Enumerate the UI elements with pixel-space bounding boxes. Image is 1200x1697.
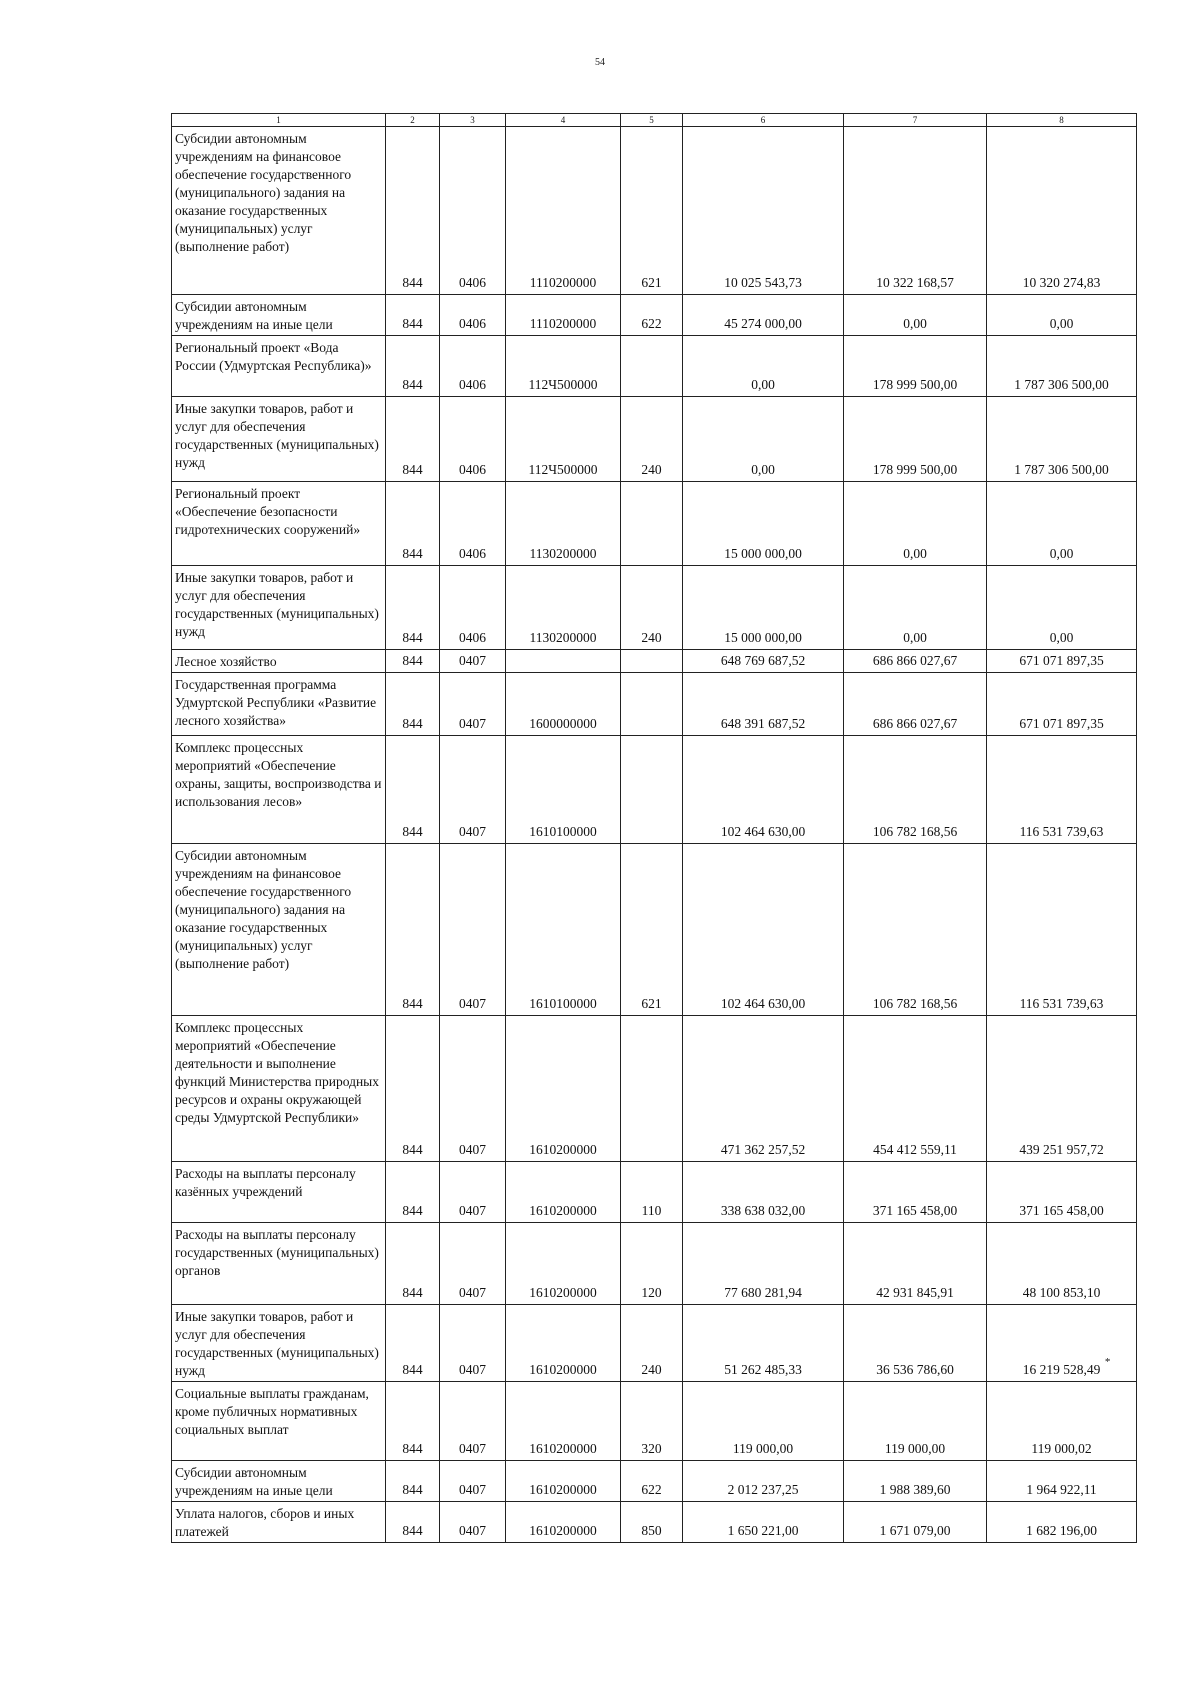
- column-header: 5: [621, 114, 683, 127]
- amount-year-2: 119 000,00: [844, 1382, 987, 1461]
- amount-year-2: 454 412 559,11: [844, 1016, 987, 1162]
- rc-code: 844: [386, 336, 440, 397]
- expense-name: Расходы на выплаты персоналу казённых учреждений: [172, 1162, 386, 1223]
- amount-year-2: 42 931 845,91: [844, 1223, 987, 1305]
- target-article-code: 1600000000: [506, 673, 621, 736]
- amount-year-3: 119 000,02: [987, 1382, 1137, 1461]
- amount-year-2: 0,00: [844, 482, 987, 566]
- column-number-row: [172, 114, 1137, 127]
- section-code: 0407: [440, 1016, 506, 1162]
- expense-type-code: 621: [621, 844, 683, 1016]
- rc-code: 844: [386, 127, 440, 295]
- rc-code: 844: [386, 482, 440, 566]
- amount-year-1: 119 000,00: [683, 1382, 844, 1461]
- rc-code: 844: [386, 1016, 440, 1162]
- expense-name: Лесное хозяйство: [172, 650, 386, 673]
- amount-year-1: 51 262 485,33: [683, 1305, 844, 1382]
- amount-year-1: 1 650 221,00: [683, 1502, 844, 1543]
- amount-year-2: 1 988 389,60: [844, 1461, 987, 1502]
- section-code: 0407: [440, 1382, 506, 1461]
- margin-mark: *: [1104, 1356, 1111, 1368]
- table-row: [172, 1461, 1137, 1502]
- rc-code: 844: [386, 1305, 440, 1382]
- amount-year-2: 106 782 168,56: [844, 736, 987, 844]
- expense-name: Расходы на выплаты персоналу государственных (муниципальных) органов: [172, 1223, 386, 1305]
- column-header: 3: [440, 114, 506, 127]
- amount-year-1: 77 680 281,94: [683, 1223, 844, 1305]
- table-row: [172, 336, 1137, 397]
- amount-year-2: 0,00: [844, 566, 987, 650]
- expense-type-code: 621: [621, 127, 683, 295]
- expense-type-code: [621, 673, 683, 736]
- table-row: [172, 1162, 1137, 1223]
- column-header: 4: [506, 114, 621, 127]
- expense-name: Социальные выплаты гражданам, кроме публичных нормативных социальных выплат: [172, 1382, 386, 1461]
- target-article-code: 1610100000: [506, 736, 621, 844]
- section-code: 0407: [440, 736, 506, 844]
- rc-code: 844: [386, 736, 440, 844]
- amount-year-3: 10 320 274,83: [987, 127, 1137, 295]
- amount-year-1: 2 012 237,25: [683, 1461, 844, 1502]
- amount-year-2: 106 782 168,56: [844, 844, 987, 1016]
- expense-type-code: 850: [621, 1502, 683, 1543]
- amount-year-2: 371 165 458,00: [844, 1162, 987, 1223]
- amount-year-3: 0,00: [987, 482, 1137, 566]
- section-code: 0407: [440, 650, 506, 673]
- rc-code: 844: [386, 1223, 440, 1305]
- table-row: [172, 650, 1137, 673]
- expense-name: Субсидии автономным учреждениям на финансовое обеспечение государственного (муниципального) задания на оказание государственных (муниципальных) услуг (выполнение работ): [172, 127, 386, 295]
- target-article-code: 1610200000: [506, 1305, 621, 1382]
- amount-year-1: 0,00: [683, 397, 844, 482]
- expense-name: Региональный проект «Вода России (Удмуртская Республика)»: [172, 336, 386, 397]
- table-row: [172, 295, 1137, 336]
- expense-name: Субсидии автономным учреждениям на финансовое обеспечение государственного (муниципального) задания на оказание государственных (муниципальных) услуг (выполнение работ): [172, 844, 386, 1016]
- section-code: 0407: [440, 1305, 506, 1382]
- section-code: 0406: [440, 336, 506, 397]
- amount-year-3: 1 964 922,11: [987, 1461, 1137, 1502]
- expense-name: Комплекс процессных мероприятий «Обеспечение охраны, защиты, воспроизводства и использования лесов»: [172, 736, 386, 844]
- table-row: [172, 844, 1137, 1016]
- expense-name: Комплекс процессных мероприятий «Обеспечение деятельности и выполнение функций Министерства природных ресурсов и охраны окружающей среды Удмуртской Республики»: [172, 1016, 386, 1162]
- column-header: 1: [172, 114, 386, 127]
- amount-year-1: 0,00: [683, 336, 844, 397]
- amount-year-3: 1 787 306 500,00: [987, 336, 1137, 397]
- expense-type-code: [621, 650, 683, 673]
- rc-code: 844: [386, 1162, 440, 1223]
- expense-type-code: 110: [621, 1162, 683, 1223]
- column-header: 6: [683, 114, 844, 127]
- expense-name: Субсидии автономным учреждениям на иные цели: [172, 295, 386, 336]
- target-article-code: 112Ч500000: [506, 336, 621, 397]
- target-article-code: 1610200000: [506, 1162, 621, 1223]
- rc-code: 844: [386, 1382, 440, 1461]
- target-article-code: 1610100000: [506, 844, 621, 1016]
- table-row: [172, 736, 1137, 844]
- amount-year-3: 116 531 739,63: [987, 736, 1137, 844]
- section-code: 0407: [440, 1461, 506, 1502]
- section-code: 0406: [440, 482, 506, 566]
- amount-year-1: 338 638 032,00: [683, 1162, 844, 1223]
- amount-year-1: 45 274 000,00: [683, 295, 844, 336]
- rc-code: 844: [386, 566, 440, 650]
- expense-type-code: 622: [621, 1461, 683, 1502]
- amount-year-2: 0,00: [844, 295, 987, 336]
- expense-name: Государственная программа Удмуртской Республики «Развитие лесного хозяйства»: [172, 673, 386, 736]
- amount-year-1: 15 000 000,00: [683, 482, 844, 566]
- expense-type-code: 622: [621, 295, 683, 336]
- expense-type-code: 240: [621, 1305, 683, 1382]
- table-row: [172, 566, 1137, 650]
- amount-year-1: 648 769 687,52: [683, 650, 844, 673]
- amount-value: 16 219 528,49: [1022, 1362, 1101, 1377]
- expense-type-code: [621, 1016, 683, 1162]
- column-header: 2: [386, 114, 440, 127]
- table-row: [172, 482, 1137, 566]
- section-code: 0407: [440, 1223, 506, 1305]
- target-article-code: 1610200000: [506, 1382, 621, 1461]
- expense-name: Уплата налогов, сборов и иных платежей: [172, 1502, 386, 1543]
- amount-year-1: 10 025 543,73: [683, 127, 844, 295]
- table-row: [172, 1305, 1137, 1382]
- amount-year-2: 686 866 027,67: [844, 650, 987, 673]
- table-row: [172, 127, 1137, 295]
- rc-code: 844: [386, 295, 440, 336]
- amount-year-3: 371 165 458,00: [987, 1162, 1137, 1223]
- expense-name: Региональный проект «Обеспечение безопасности гидротехнических сооружений»: [172, 482, 386, 566]
- amount-year-1: 102 464 630,00: [683, 736, 844, 844]
- section-code: 0406: [440, 566, 506, 650]
- column-header: 8: [987, 114, 1137, 127]
- amount-year-2: 10 322 168,57: [844, 127, 987, 295]
- expense-name: Иные закупки товаров, работ и услуг для обеспечения государственных (муниципальных) нужд: [172, 1305, 386, 1382]
- section-code: 0407: [440, 844, 506, 1016]
- table-row: [172, 1502, 1137, 1543]
- section-code: 0406: [440, 295, 506, 336]
- expense-name: Иные закупки товаров, работ и услуг для обеспечения государственных (муниципальных) нужд: [172, 566, 386, 650]
- target-article-code: 1130200000: [506, 566, 621, 650]
- target-article-code: 1610200000: [506, 1223, 621, 1305]
- expense-type-code: 240: [621, 397, 683, 482]
- target-article-code: [506, 650, 621, 673]
- section-code: 0407: [440, 1162, 506, 1223]
- section-code: 0407: [440, 673, 506, 736]
- rc-code: 844: [386, 1502, 440, 1543]
- expense-type-code: [621, 736, 683, 844]
- amount-year-1: 102 464 630,00: [683, 844, 844, 1016]
- amount-year-3: 0,00: [987, 295, 1137, 336]
- amount-year-2: 36 536 786,60: [844, 1305, 987, 1382]
- section-code: 0406: [440, 397, 506, 482]
- amount-year-3: 116 531 739,63: [987, 844, 1137, 1016]
- amount-year-3: 0,00: [987, 566, 1137, 650]
- amount-year-3: 48 100 853,10: [987, 1223, 1137, 1305]
- target-article-code: 1610200000: [506, 1502, 621, 1543]
- expense-type-code: 120: [621, 1223, 683, 1305]
- expense-type-code: 320: [621, 1382, 683, 1461]
- amount-year-1: 15 000 000,00: [683, 566, 844, 650]
- amount-year-3: 439 251 957,72: [987, 1016, 1137, 1162]
- target-article-code: 1110200000: [506, 127, 621, 295]
- rc-code: 844: [386, 844, 440, 1016]
- section-code: 0407: [440, 1502, 506, 1543]
- expense-type-code: [621, 482, 683, 566]
- rc-code: 844: [386, 673, 440, 736]
- expense-name: Субсидии автономным учреждениям на иные цели: [172, 1461, 386, 1502]
- target-article-code: 1130200000: [506, 482, 621, 566]
- expense-name: Иные закупки товаров, работ и услуг для обеспечения государственных (муниципальных) нужд: [172, 397, 386, 482]
- amount-year-3: 671 071 897,35: [987, 673, 1137, 736]
- amount-year-2: 178 999 500,00: [844, 336, 987, 397]
- rc-code: 844: [386, 650, 440, 673]
- rc-code: 844: [386, 397, 440, 482]
- table-row: [172, 397, 1137, 482]
- amount-year-3: [987, 1305, 1137, 1382]
- target-article-code: 1610200000: [506, 1461, 621, 1502]
- table-row: [172, 1016, 1137, 1162]
- amount-year-3: 671 071 897,35: [987, 650, 1137, 673]
- column-header: 7: [844, 114, 987, 127]
- rc-code: 844: [386, 1461, 440, 1502]
- amount-year-3: 1 787 306 500,00: [987, 397, 1137, 482]
- table-row: [172, 1382, 1137, 1461]
- amount-year-3: 1 682 196,00: [987, 1502, 1137, 1543]
- budget-table: [171, 113, 1137, 1543]
- amount-year-1: 648 391 687,52: [683, 673, 844, 736]
- expense-type-code: 240: [621, 566, 683, 650]
- target-article-code: 1110200000: [506, 295, 621, 336]
- amount-year-1: 471 362 257,52: [683, 1016, 844, 1162]
- amount-year-2: 178 999 500,00: [844, 397, 987, 482]
- table-row: [172, 673, 1137, 736]
- amount-year-2: 686 866 027,67: [844, 673, 987, 736]
- amount-year-2: 1 671 079,00: [844, 1502, 987, 1543]
- target-article-code: 1610200000: [506, 1016, 621, 1162]
- target-article-code: 112Ч500000: [506, 397, 621, 482]
- section-code: 0406: [440, 127, 506, 295]
- table-row: [172, 1223, 1137, 1305]
- expense-type-code: [621, 336, 683, 397]
- page-number: 54: [595, 57, 605, 68]
